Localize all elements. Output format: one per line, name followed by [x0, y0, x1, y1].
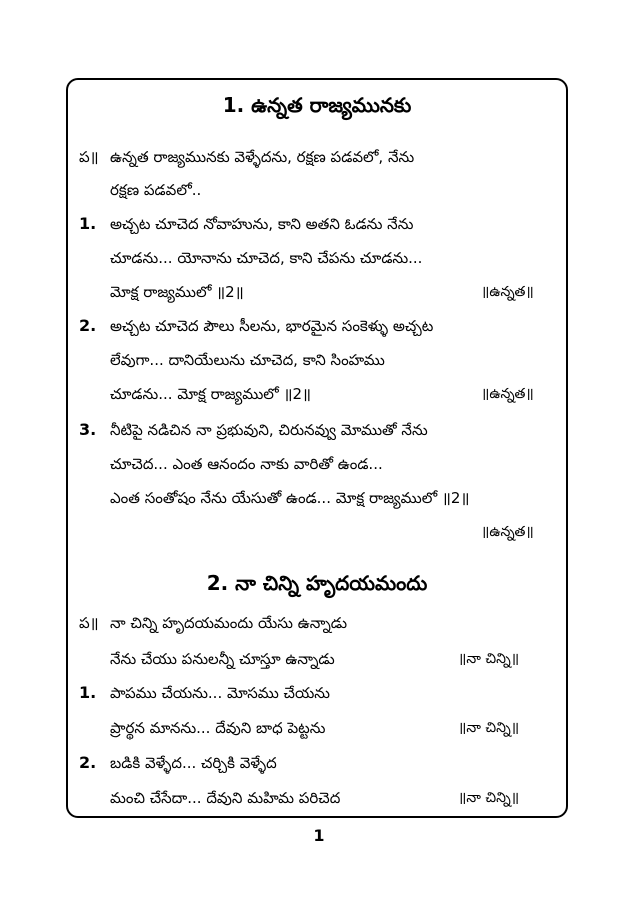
song-1-verse-3-refrain: ॥ఉన్నత॥: [481, 524, 534, 540]
song-1-verse-2-line-3: చూడను... మోక్ష రాజ్యములో ॥2॥: [110, 385, 312, 403]
song-2-chorus-refrain: ॥నా చిన్ని॥: [458, 651, 520, 667]
song-1-verse-3-line-2: చూచెద... ఎంత ఆనందం నాకు వారితో ఉండ...: [110, 455, 383, 473]
song-1-verse-2-marker: 2.: [79, 316, 97, 335]
page-number: 1: [313, 826, 325, 845]
song-1-verse-3-line-1: నీటిపై నడిచిన నా ప్రభువుని, చిరునవ్వు మోముతో నేను: [110, 421, 428, 439]
song-1-verse-3-line-3: ఎంత సంతోషం నేను యేసుతో ఉండ... మోక్ష రాజ్యములో ॥2॥: [110, 489, 470, 507]
song-2-verse-1-line-2: ప్రార్థన మానను... దేవుని బాధ పెట్టను: [110, 719, 326, 737]
song-1-title: 1. ఉన్నత రాజ్యమునకు: [222, 93, 412, 117]
song-1-verse-1-line-3: మోక్ష రాజ్యములో ॥2॥: [110, 283, 244, 301]
song-1-chorus-marker: ప॥: [79, 148, 99, 166]
song-1-chorus-line-1: ఉన్నత రాజ్యమునకు వెళ్ళేదను, రక్షణ పడవలో, నేను: [110, 148, 415, 166]
song-1-verse-2-refrain: ॥ఉన్నత॥: [481, 386, 534, 402]
song-1-verse-1-marker: 1.: [79, 214, 97, 233]
song-2-verse-2-marker: 2.: [79, 753, 97, 772]
song-2-verse-2-refrain: ॥నా చిన్ని॥: [458, 790, 520, 806]
song-2-chorus-line-2: నేను చేయు పనులన్నీ చూస్తూ ఉన్నాడు: [110, 650, 335, 668]
song-2-verse-2-line-1: బడికి వెళ్ళేద... చర్చికి వెళ్ళేద: [110, 754, 277, 772]
song-1-verse-2-line-2: లేవుగా... దానియేలును చూచెద, కాని సింహము: [110, 351, 385, 369]
song-2-title: 2. నా చిన్ని హృదయమందు: [206, 571, 428, 595]
song-2-verse-1-refrain: ॥నా చిన్ని॥: [458, 720, 520, 736]
song-1-verse-1-line-2: చూడను... యోనాను చూచెద, కాని చేపను చూడను...: [110, 249, 423, 267]
song-2-verse-1-line-1: పాపము చేయను... మోసము చేయను: [110, 684, 330, 702]
song-1-verse-2-line-1: అచ్చట చూచెద పౌలు సీలను, భారమైన సంకెళ్ళు అచ్చట: [110, 317, 434, 335]
song-2-verse-1-marker: 1.: [79, 683, 97, 702]
song-1-verse-1-refrain: ॥ఉన్నత॥: [481, 284, 534, 300]
song-2-chorus-line-1: నా చిన్ని హృదయమందు యేసు ఉన్నాడు: [110, 614, 348, 632]
song-1-verse-1-line-1: అచ్చట చూచెద నోవాహును, కాని అతని ఓడను నేను: [110, 215, 414, 233]
song-1-verse-3-marker: 3.: [79, 420, 97, 439]
song-2-chorus-marker: ప॥: [79, 614, 99, 632]
song-2-verse-2-line-2: మంచి చేసేదా... దేవుని మహిమ పరిచెద: [110, 789, 341, 807]
song-1-chorus-line-2: రక్షణ పడవలో..: [110, 181, 202, 199]
